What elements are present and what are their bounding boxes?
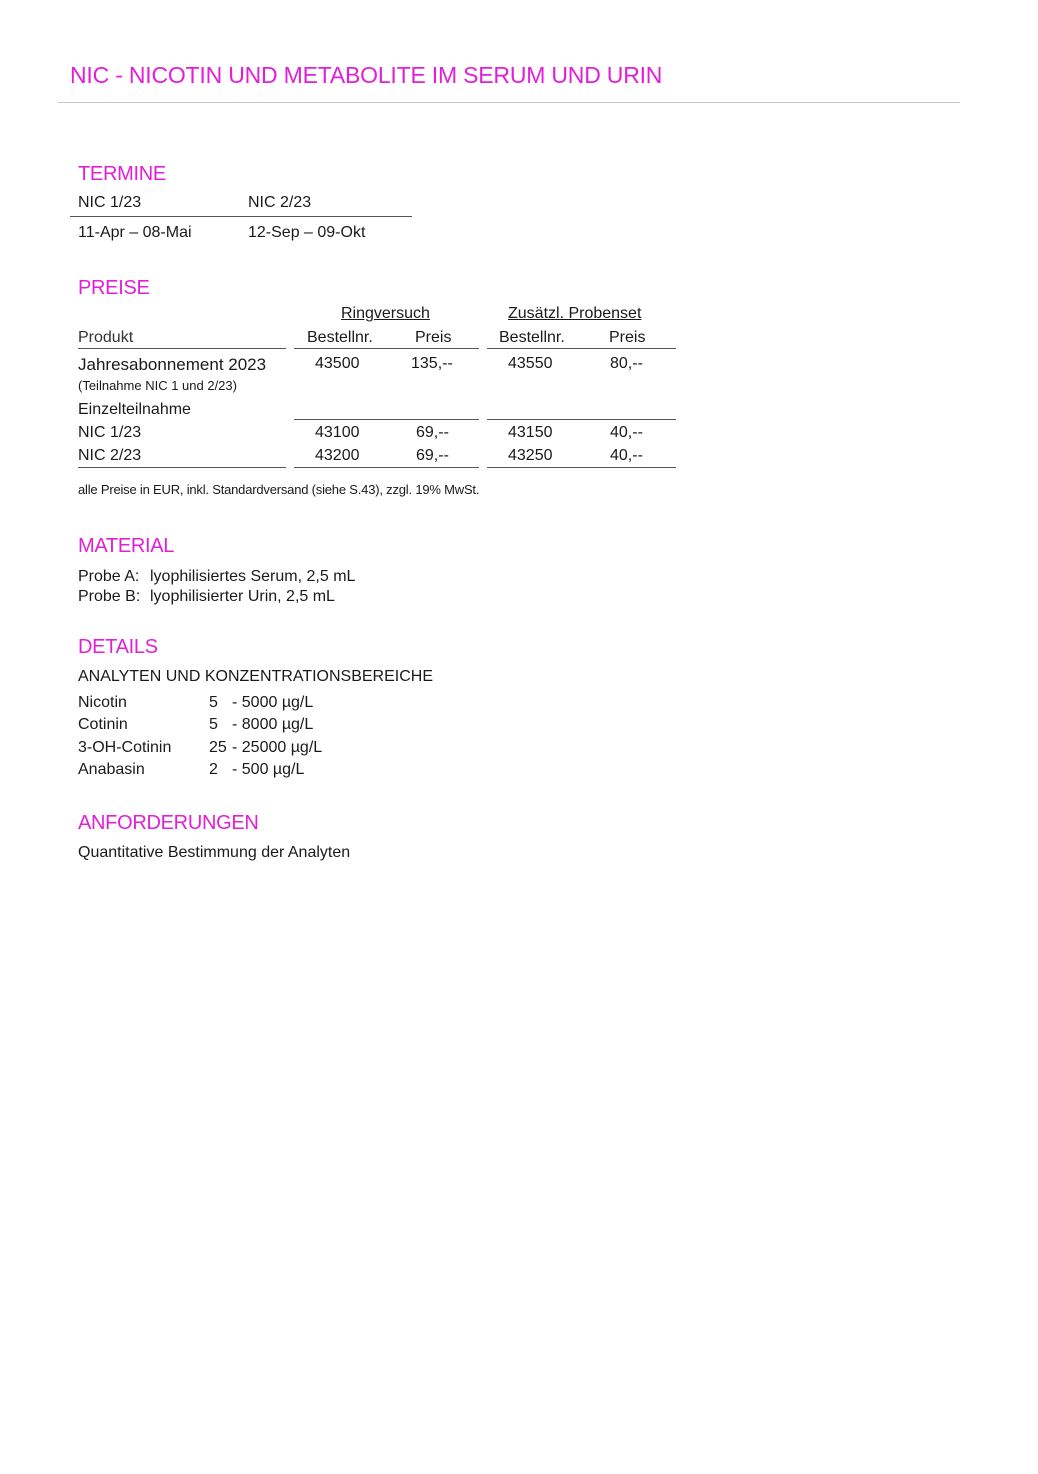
material-text-a: lyophilisiertes Serum, 2,5 mL	[150, 568, 356, 585]
table-row-preis-1: 69,--	[416, 424, 449, 441]
termine-label-2: NIC 2/23	[248, 194, 312, 211]
table-row-sub: (Teilnahme NIC 1 und 2/23)	[78, 378, 237, 393]
analyte-low: 5	[209, 716, 218, 733]
termine-divider	[70, 216, 412, 217]
table-row-preis-2: 80,--	[610, 355, 643, 372]
preise-row-rule-ringversuch	[294, 419, 479, 420]
table-row-produkt: NIC 1/23	[78, 424, 142, 441]
table-row-preis-2: 40,--	[610, 424, 643, 441]
table-row-bestellnr-2: 43250	[508, 447, 553, 464]
termine-label-1: NIC 1/23	[78, 194, 142, 211]
termine-dates-2: 12-Sep – 09-Okt	[248, 224, 366, 241]
termine-dates-1: 11-Apr – 08-Mai	[78, 224, 192, 241]
table-row-bestellnr-1: 43100	[315, 424, 360, 441]
col-bestellnr-2: Bestellnr.	[499, 329, 565, 346]
termine-heading: TERMINE	[78, 163, 166, 185]
preise-row-rule-probenset	[487, 419, 676, 420]
col-produkt: Produkt	[78, 329, 134, 346]
material-text-b: lyophilisierter Urin, 2,5 mL	[150, 588, 335, 605]
table-row-bestellnr-2: 43150	[508, 424, 553, 441]
col-preis-2: Preis	[609, 329, 646, 346]
group-probenset: Zusätzl. Probenset	[508, 305, 642, 322]
analyte-low: 5	[209, 694, 218, 711]
analyte-range: - 8000 µg/L	[232, 716, 314, 733]
analyte-range: - 500 µg/L	[232, 761, 305, 778]
details-heading: DETAILS	[78, 636, 158, 658]
analyte-low: 2	[209, 761, 218, 778]
analyte-name: Anabasin	[78, 761, 145, 778]
preise-header-rule-probenset	[487, 348, 676, 349]
table-row-produkt: NIC 2/23	[78, 447, 142, 464]
material-heading: MATERIAL	[78, 535, 175, 557]
anforderungen-heading: ANFORDERUNGEN	[78, 812, 259, 834]
analyte-range: - 5000 µg/L	[232, 694, 314, 711]
table-row-preis-1: 69,--	[416, 447, 449, 464]
material-label-b: Probe B:	[78, 588, 141, 605]
preise-header-rule-produkt	[78, 348, 286, 349]
table-row-preis-1: 135,--	[411, 355, 453, 372]
analyte-name: Cotinin	[78, 716, 128, 733]
preise-bottom-rule-probenset	[487, 467, 676, 468]
preise-heading: PREISE	[78, 277, 150, 299]
table-row-bestellnr-1: 43500	[315, 355, 360, 372]
material-label-a: Probe A:	[78, 568, 140, 585]
table-row-bestellnr-1: 43200	[315, 447, 360, 464]
group-ringversuch: Ringversuch	[341, 305, 430, 322]
preise-header-rule-ringversuch	[294, 348, 479, 349]
page-title: NIC - NICOTIN UND METABOLITE IM SERUM UND URIN	[70, 62, 663, 88]
table-row-produkt: Jahresabonnement 2023	[78, 355, 267, 374]
preise-bottom-rule-produkt	[78, 467, 286, 468]
anforderungen-text: Quantitative Bestimmung der Analyten	[78, 844, 351, 861]
title-divider	[58, 102, 960, 103]
analyte-low: 25	[209, 739, 227, 756]
preise-bottom-rule-ringversuch	[294, 467, 479, 468]
col-bestellnr-1: Bestellnr.	[307, 329, 373, 346]
details-subheading: ANALYTEN UND KONZENTRATIONSBEREICHE	[78, 668, 434, 685]
analyte-name: 3-OH-Cotinin	[78, 739, 172, 756]
table-row-bestellnr-2: 43550	[508, 355, 553, 372]
table-row-preis-2: 40,--	[610, 447, 643, 464]
preise-note: alle Preise in EUR, inkl. Standardversand (siehe S.43), zzgl. 19% MwSt.	[78, 482, 480, 497]
analyte-range: - 25000 µg/L	[232, 739, 323, 756]
col-preis-1: Preis	[415, 329, 452, 346]
analyte-name: Nicotin	[78, 694, 127, 711]
table-row-produkt: Einzelteilnahme	[78, 401, 191, 418]
